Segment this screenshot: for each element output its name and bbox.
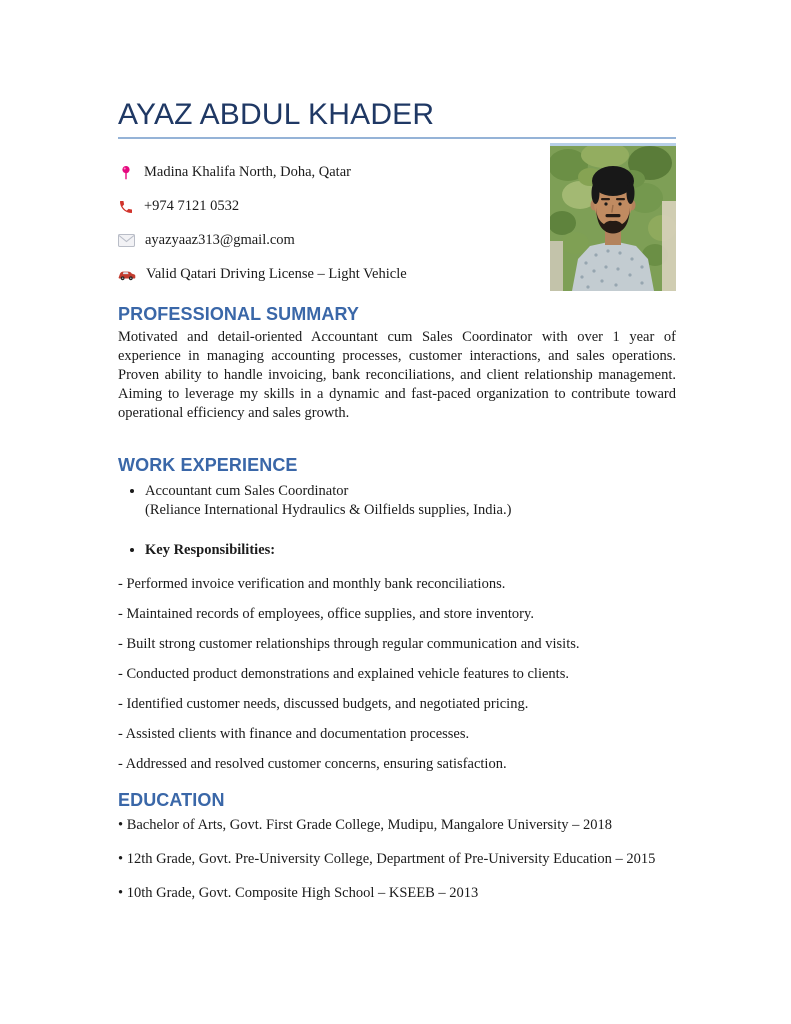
education-item: • 12th Grade, Govt. Pre-University College, Department of Pre-University Education – 2015 (118, 851, 656, 867)
responsibility-line: - Conducted product demonstrations and explained vehicle features to clients. (118, 666, 569, 682)
experience-role-list (118, 482, 676, 560)
summary-heading: PROFESSIONAL SUMMARY (118, 304, 360, 324)
experience-role-item (145, 482, 676, 520)
responsibility-line: - Assisted clients with finance and documentation processes. (118, 726, 470, 742)
phone-icon (118, 199, 134, 215)
title-rule (118, 137, 676, 139)
email-icon (118, 234, 135, 247)
key-responsibilities-label: Key Responsibilities: (145, 542, 276, 558)
role-company: (Reliance International Hydraulics & Oilfields supplies, India.) (145, 502, 512, 518)
car-icon (118, 268, 136, 281)
education-item: • 10th Grade, Govt. Composite High School – KSEEB – 2013 (118, 885, 479, 901)
location-pin-icon (118, 165, 134, 181)
education-item: • Bachelor of Arts, Govt. First Grade College, Mudipu, Mangalore University – 2018 (118, 817, 612, 833)
key-responsibilities-item (145, 541, 676, 560)
education-heading: EDUCATION (118, 790, 225, 810)
page-title: AYAZ ABDUL KHADER (118, 98, 435, 131)
responsibility-line: - Maintained records of employees, office supplies, and store inventory. (118, 606, 534, 622)
role-title: Accountant cum Sales Coordinator (145, 483, 349, 499)
education-list (118, 816, 676, 903)
responsibility-line: - Performed invoice verification and monthly bank reconciliations. (118, 576, 506, 592)
portrait-photo (550, 143, 676, 291)
responsibility-line: - Addressed and resolved customer concerns, ensuring satisfaction. (118, 756, 507, 772)
responsibility-line: - Identified customer needs, discussed budgets, and negotiated pricing. (118, 696, 529, 712)
responsibilities-list (118, 575, 676, 774)
contact-text-license: Valid Qatari Driving License – Light Vehicle (146, 266, 407, 282)
responsibility-line: - Built strong customer relationships through regular communication and visits. (118, 636, 580, 652)
contact-text-phone: +974 7121 0532 (144, 198, 240, 214)
summary-paragraph: Motivated and detail-oriented Accountant cum Sales Coordinator with over 1 year of experience in managing accounting processes, customer interactions, and sales operations. Proven ability to handle invoicing, bank reconciliations, and client relationship management. Aiming to leverage my skills in a dynamic and fast-paced organization to contribute toward operational efficiency and sales growth. (118, 329, 676, 421)
contact-text-email: ayazyaaz313@gmail.com (145, 232, 295, 248)
experience-heading: WORK EXPERIENCE (118, 455, 298, 475)
contact-text-address: Madina Khalifa North, Doha, Qatar (144, 164, 351, 180)
